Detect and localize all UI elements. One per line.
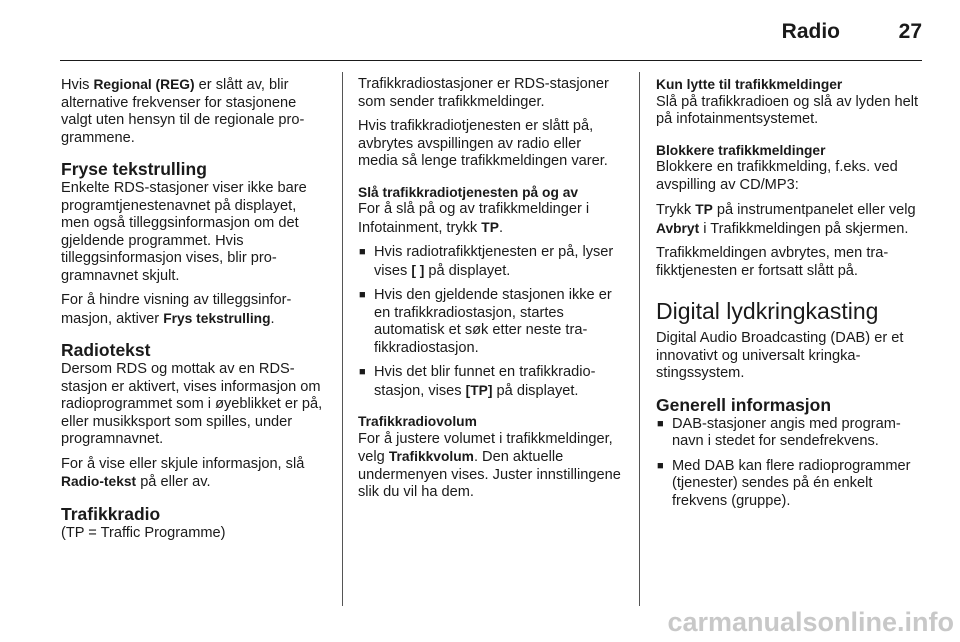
heading-digital-lydkringkasting: Digital lydkringkasting bbox=[656, 298, 879, 324]
bullet-list bbox=[358, 244, 624, 400]
paragraph: For å justere volumet i trafikkmeldinger, velg Trafikkvolum. Den aktuelle undermenyen vises. Juster innstillingene slik du vil ha dem. bbox=[358, 430, 621, 500]
bullet-icon: ■ bbox=[657, 459, 664, 472]
page-number: 27 bbox=[898, 20, 922, 43]
paragraph: Trafikkmeldingen avbrytes, men trafikktjenesten er fortsatt slått på. bbox=[656, 245, 889, 279]
paragraph: Slå på trafikkradioen og slå av lyden helt på infotainmentsystemet. bbox=[656, 93, 919, 127]
heading-radiotekst: Radiotekst bbox=[61, 340, 151, 360]
heading-trafikkradio: Trafikkradio bbox=[61, 503, 161, 524]
bullet-icon: ■ bbox=[359, 366, 366, 378]
page-header bbox=[60, 0, 922, 61]
column-divider bbox=[342, 72, 343, 606]
heading-trafikkradiovolum: Trafikkradiovolum bbox=[358, 414, 477, 429]
column-divider bbox=[639, 72, 640, 606]
paragraph: For å slå på og av trafikkmeldinger i Infotainment, trykk TP. bbox=[358, 201, 590, 236]
heading-generell-informasjon: Generell informasjon bbox=[656, 394, 832, 415]
watermark: carmanualsonline.info bbox=[667, 607, 954, 637]
bullet-icon: ■ bbox=[657, 417, 664, 430]
paragraph: Blokkere en trafikkmelding, f.eks. ved avspilling av CD/MP3: bbox=[656, 159, 898, 193]
heading-fryse-tekstrulling: Fryse tekstrulling bbox=[61, 159, 207, 179]
heading-blokkere: Blokkere trafikkmeldinger bbox=[656, 142, 826, 158]
list-item: ■ DAB-stasjoner angis med programnavn i stedet for sendefrekvens. bbox=[657, 415, 901, 449]
bullet-icon: ■ bbox=[359, 289, 366, 301]
list-item: ■ Hvis radiotrafikktjenesten er på, lyser vises [ ] på displayet. bbox=[359, 244, 614, 279]
paragraph: Hvis Regional (REG) er slått av, blir alternative frekvenser for stasjonene valgt uten hensyn til de regionale programmene. bbox=[61, 77, 305, 146]
list-item: ■ Hvis den gjeldende stasjonen ikke er en trafikkradiostasjon, startes automatisk et søk etter neste trafikkradiostasjon. bbox=[359, 287, 612, 356]
bullet-list bbox=[656, 416, 922, 511]
paragraph: Digital Audio Broadcasting (DAB) er et innovativt og universalt kringkastingssystem. bbox=[656, 330, 904, 381]
list-item: ■ Hvis det blir funnet en trafikkradiostasjon, vises [TP] på displayet. bbox=[359, 364, 596, 399]
paragraph: For å hindre visning av tilleggsinformasjon, aktiver Frys tekstrulling. bbox=[61, 292, 292, 327]
paragraph: Trykk TP på instrumentpanelet eller velg Avbryt i Trafikkmeldingen på skjermen. bbox=[656, 202, 916, 237]
column-3 bbox=[656, 76, 922, 517]
column-1 bbox=[61, 76, 327, 549]
paragraph: Trafikkradiostasjoner er RDS-stasjoner som sender trafikkmeldinger. bbox=[358, 76, 609, 110]
column-2 bbox=[358, 76, 624, 509]
paragraph: For å vise eller skjule informasjon, slå Radio-tekst på eller av. bbox=[61, 455, 305, 490]
paragraph: Hvis trafikkradiotjenesten er slått på, avbrytes avspillingen av radio eller media så lenge trafikkmeldingen varer. bbox=[358, 118, 608, 169]
section-title: Radio bbox=[781, 20, 840, 43]
heading-slaa-trafikkradio: Slå trafikkradiotjenesten på og av bbox=[358, 184, 579, 200]
paragraph: Enkelte RDS-stasjoner viser ikke bare programtjenestenavnet på displayet, men også tilleggsinformasjon om det gjeldende programmet. Hvis tilleggsinformasjon vises, blir programnavnet skjult. bbox=[61, 180, 307, 284]
paragraph: Dersom RDS og mottak av en RDS-stasjon er aktivert, vises informasjon om radioprogrammet som i øyeblikket er på, eller musikksport som spilles, under programnavnet. bbox=[61, 361, 323, 447]
heading-kun-lytte: Kun lytte til trafikkmeldinger bbox=[656, 77, 843, 92]
paragraph: (TP = Traffic Programme) bbox=[61, 524, 226, 541]
list-item: ■ Med DAB kan flere radioprogrammer (tjenester) sendes på én enkelt frekvens (gruppe). bbox=[657, 457, 911, 509]
bullet-icon: ■ bbox=[359, 246, 366, 258]
